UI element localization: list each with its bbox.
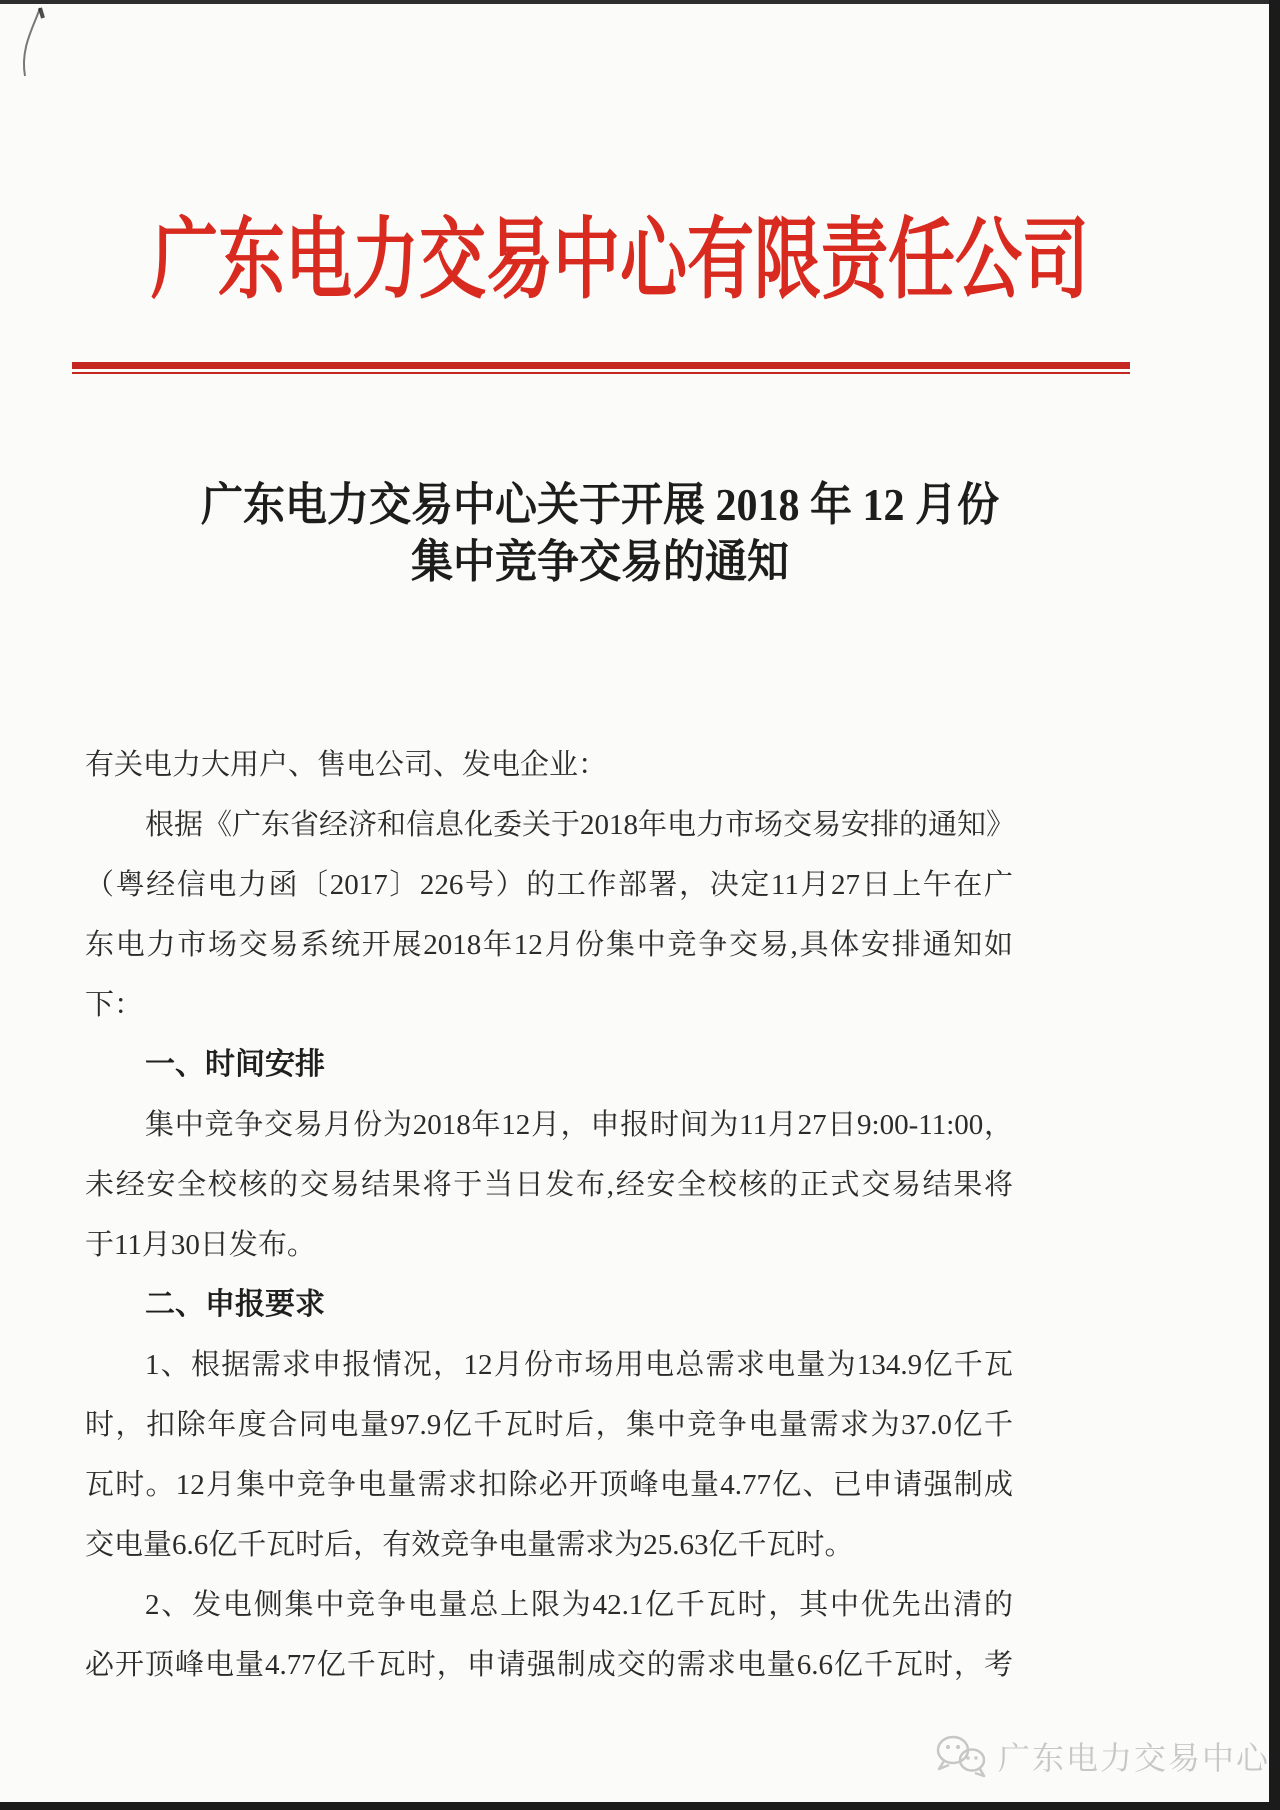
paragraph-3-line: 交电量6.6亿千瓦时后，有效竞争电量需求为25.63亿千瓦时。	[85, 1529, 854, 1561]
divider-thin-line	[72, 372, 1130, 374]
salutation: 有关电力大用户、售电公司、发电企业：	[85, 749, 608, 781]
paragraph-3-line: 1、根据需求申报情况，12月份市场用电总需求电量为134.9亿千瓦	[145, 1349, 1013, 1381]
letterhead	[0, 198, 1240, 324]
paragraph-1-line: 东电力市场交易系统开展2018年12月份集中竞争交易,具体安排通知如	[85, 929, 1013, 961]
paragraph-4-line: 2、发电侧集中竞争电量总上限为42.1亿千瓦时，其中优先出清的	[145, 1589, 1013, 1621]
section-2-heading: 二、申报要求	[145, 1288, 325, 1321]
scan-artifact-squiggle	[8, 2, 68, 92]
scan-edge-bottom	[0, 1802, 1280, 1810]
paragraph-4-line: 必开顶峰电量4.77亿千瓦时，申请强制成交的需求电量6.6亿千瓦时，考	[85, 1649, 1013, 1681]
letterhead-company-name: 广东电力交易中心有限责任公司	[151, 212, 1089, 310]
document-title-line-2: 集中竞争交易的通知	[410, 538, 789, 588]
watermark-label: 广东电力交易中心	[998, 1740, 1271, 1776]
scan-edge-top	[0, 0, 1280, 4]
paragraph-2-line: 未经安全校核的交易结果将于当日发布,经安全校核的正式交易结果将	[85, 1169, 1013, 1201]
paragraph-3-line: 瓦时。12月集中竞争电量需求扣除必开顶峰电量4.77亿、已申请强制成	[85, 1469, 1013, 1501]
document-title	[40, 478, 1160, 592]
paragraph-2-line: 集中竞争交易月份为2018年12月，申报时间为11月27日9:00-11:00，	[145, 1109, 1013, 1141]
wechat-icon	[932, 1732, 990, 1780]
divider-thick-line	[72, 362, 1130, 369]
paragraph-1-line: 根据《广东省经济和信息化委关于2018年电力市场交易安排的通知》	[145, 809, 1016, 841]
document-body	[85, 735, 1016, 1695]
paragraph-2-line: 于11月30日发布。	[85, 1229, 316, 1261]
scan-edge-right	[1269, 0, 1280, 1810]
letterhead-divider	[72, 362, 1130, 374]
paragraph-3-line: 时，扣除年度合同电量97.9亿千瓦时后，集中竞争电量需求为37.0亿千	[85, 1409, 1013, 1441]
paragraph-1-line: （粤经信电力函〔2017〕226号）的工作部署，决定11月27日上午在广	[85, 869, 1013, 901]
paragraph-1-line: 下：	[85, 989, 144, 1021]
section-1-heading: 一、时间安排	[145, 1048, 325, 1081]
watermark	[932, 1732, 1270, 1780]
document-title-line-1: 广东电力交易中心关于开展 2018 年 12 月份	[200, 481, 999, 531]
